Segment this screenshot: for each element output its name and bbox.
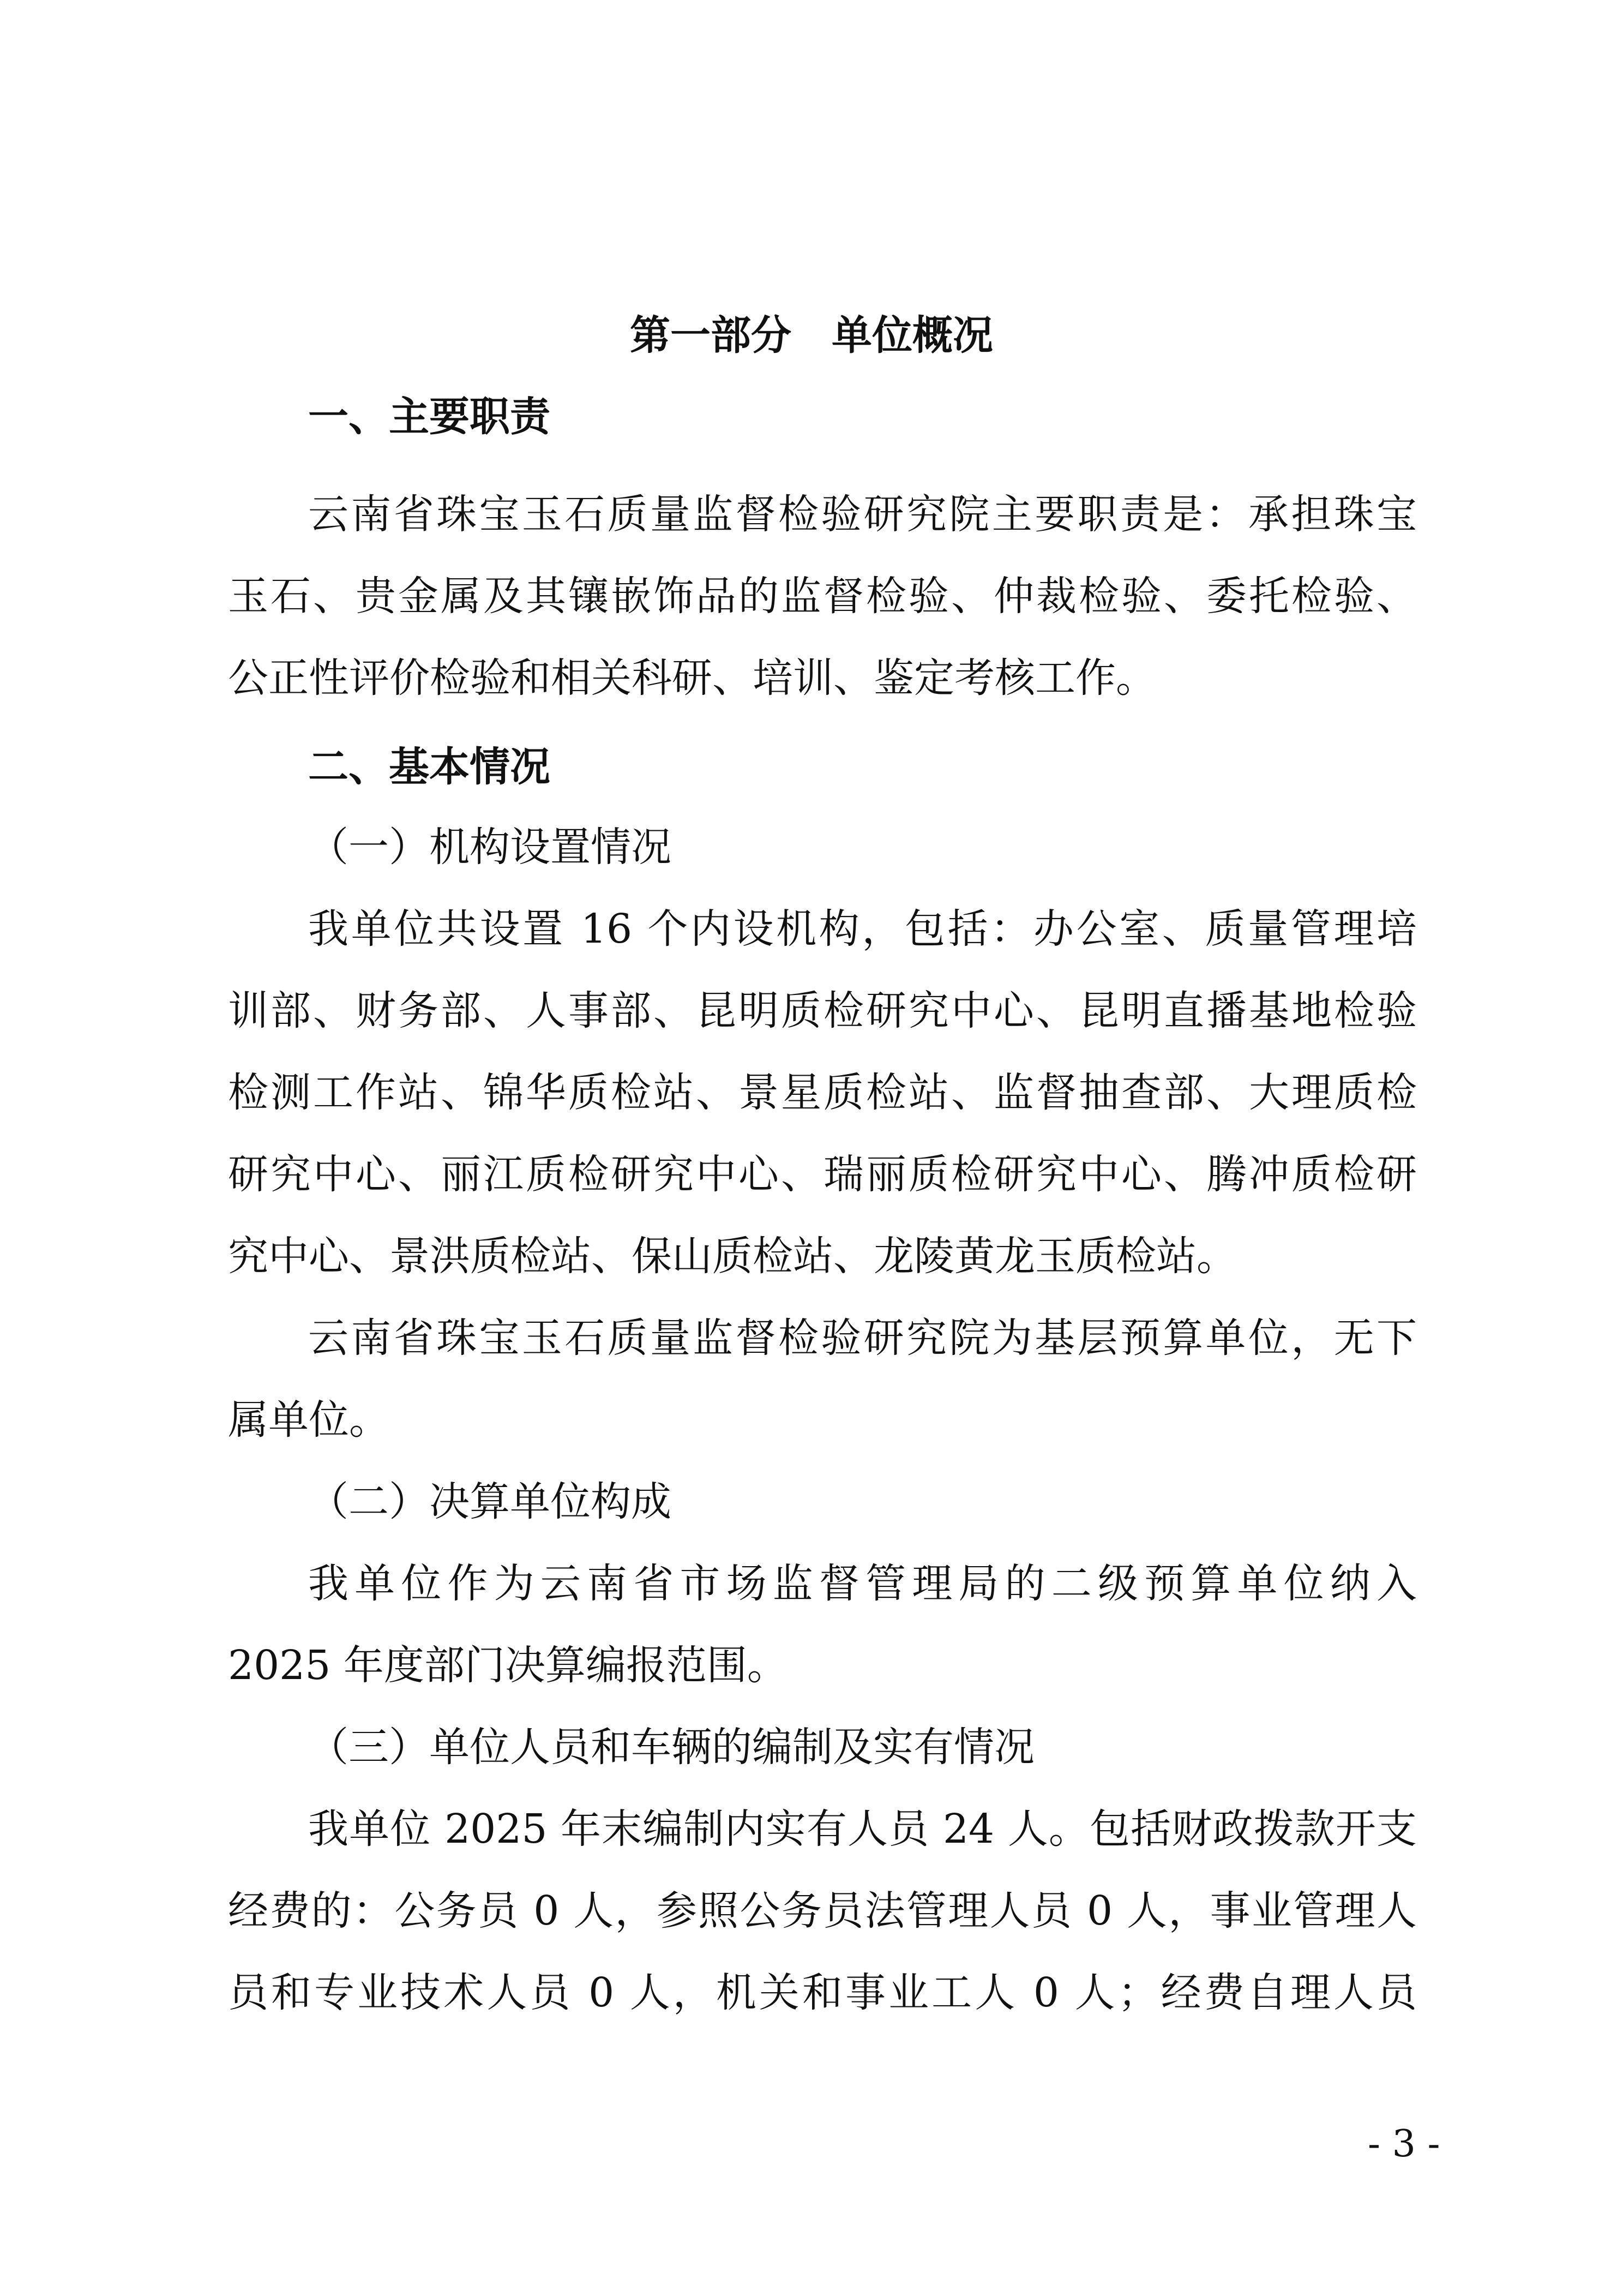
org-setup-line-4: 研究中心、丽江质检研究中心、瑞丽质检研究中心、腾冲质检研: [228, 1151, 1417, 1198]
subheading-final-accounts-units: （二）决算单位构成: [308, 1478, 671, 1525]
duties-line-3: 公正性评价检验和相关科研、培训、鉴定考核工作。: [228, 655, 1156, 702]
subheading-org-setup: （一）机构设置情况: [308, 824, 671, 871]
final-accounts-line-2: 2025 年度部门决算编报范围。: [228, 1642, 788, 1689]
final-accounts-line-1: 我单位作为云南省市场监督管理局的二级预算单位纳入: [308, 1560, 1417, 1607]
page-number: - 3 -: [1368, 2123, 1440, 2166]
org-setup-line-1: 我单位共设置 16 个内设机构，包括：办公室、质量管理培: [308, 906, 1417, 952]
org-setup-line-2: 训部、财务部、人事部、昆明质检研究中心、昆明直播基地检验: [228, 987, 1417, 1034]
staff-line-3: 员和专业技术人员 0 人，机关和事业工人 0 人；经费自理人员: [228, 1969, 1417, 2016]
staff-line-2: 经费的：公务员 0 人，参照公务员法管理人员 0 人，事业管理人: [228, 1887, 1417, 1934]
duties-line-2: 玉石、贵金属及其镶嵌饰品的监督检验、仲裁检验、委托检验、: [228, 573, 1417, 620]
budget-unit-line-1: 云南省珠宝玉石质量监督检验研究院为基层预算单位，无下: [308, 1315, 1417, 1362]
section-heading-basic-info: 二、基本情况: [308, 744, 550, 790]
staff-line-1: 我单位 2025 年末编制内实有人员 24 人。包括财政拨款开支: [308, 1806, 1417, 1853]
section-heading-main-duties: 一、主要职责: [308, 393, 550, 440]
org-setup-line-5: 究中心、景洪质检站、保山质检站、龙陵黄龙玉质检站。: [228, 1233, 1237, 1280]
page-title: 第一部分 单位概况: [630, 312, 993, 359]
duties-line-1: 云南省珠宝玉石质量监督检验研究院主要职责是：承担珠宝: [308, 491, 1417, 538]
budget-unit-line-2: 属单位。: [228, 1396, 389, 1443]
subheading-staff-vehicles: （三）单位人员和车辆的编制及实有情况: [308, 1724, 1035, 1771]
org-setup-line-3: 检测工作站、锦华质检站、景星质检站、监督抽查部、大理质检: [228, 1069, 1417, 1116]
